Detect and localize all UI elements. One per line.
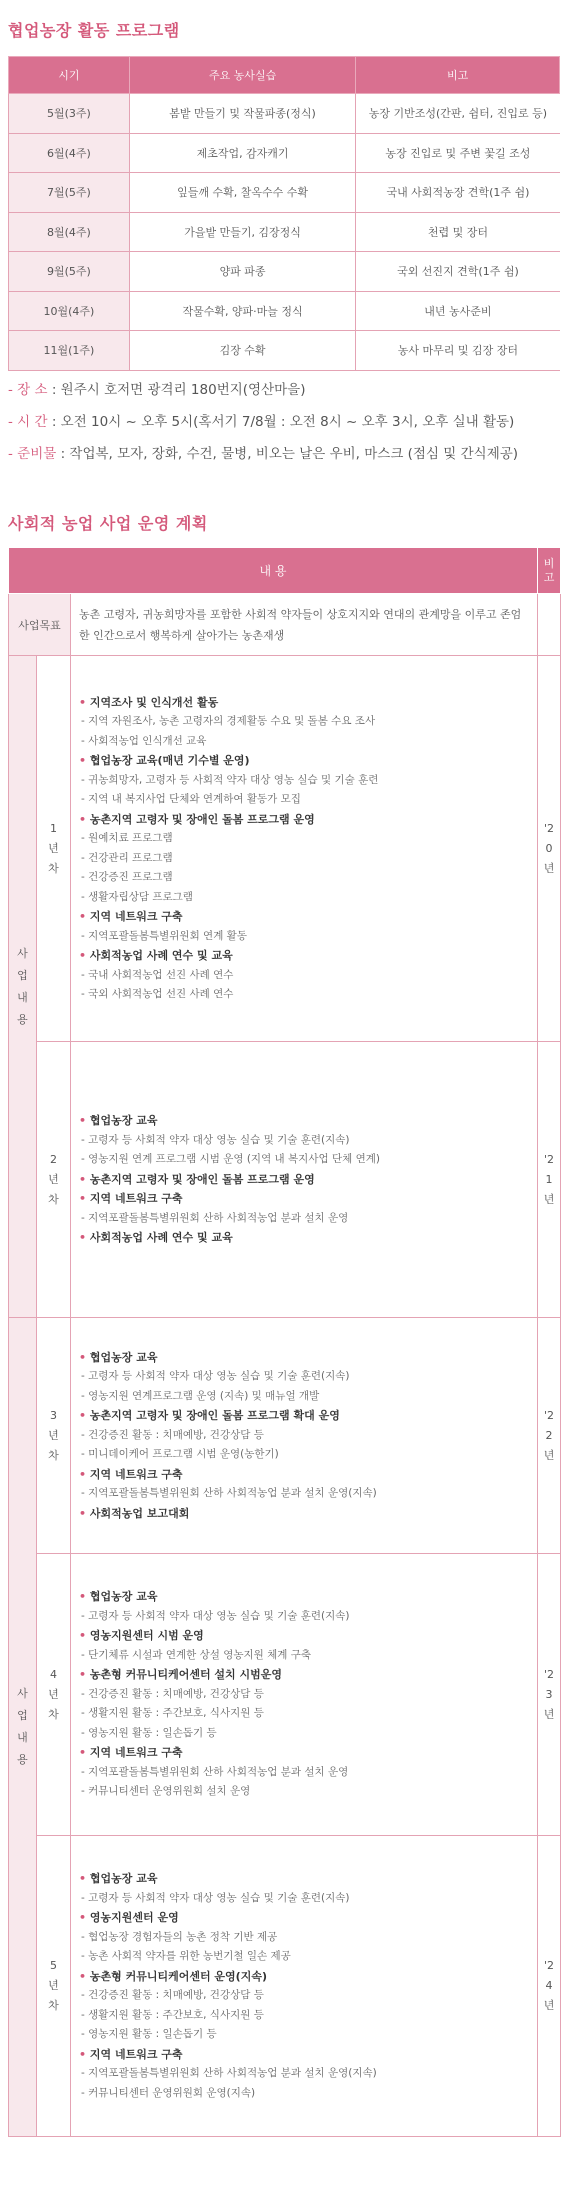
program-row xyxy=(9,133,560,173)
info-place-label: - 장 소 xyxy=(8,382,48,398)
goal-text: 농촌 고령자, 귀농희망자를 포함한 사회적 약자들이 상호지지와 연대의 관계망을 이루고 존엄한 인간으로서 행복하게 살아가는 농촌재생 xyxy=(71,594,538,656)
program-row xyxy=(9,173,560,213)
plan-item-heading: • 사회적농업 사례 연수 및 교육 xyxy=(79,1228,529,1248)
program-practice-cell: 양파 파종 xyxy=(129,252,356,292)
program-note-cell: 국내 사회적농장 견학(1주 쉼) xyxy=(356,173,560,213)
plan-item-heading: • 협업농장 교육 xyxy=(79,1111,529,1131)
plan-item-heading: • 협업농장 교육(매년 기수별 운영) xyxy=(79,751,529,771)
plan-item-detail: - 고령자 등 사회적 약자 대상 영농 실습 및 기술 훈련(지속) xyxy=(79,1131,529,1151)
header-note: 비고 xyxy=(356,57,560,94)
program-note-cell: 천렵 및 장터 xyxy=(356,212,560,252)
program-note-cell: 농장 기반조성(간판, 쉼터, 진입로 등) xyxy=(356,94,560,134)
year-row-2 xyxy=(9,1042,561,1318)
plan-item-detail: - 사회적농업 인식개선 교육 xyxy=(79,732,529,752)
plan-item-heading: • 농촌지역 고령자 및 장애인 돌봄 프로그램 운영 xyxy=(79,1170,529,1190)
plan-item-heading: • 지역 네트워크 구축 xyxy=(79,1465,529,1485)
goal-row xyxy=(9,594,561,656)
program-note-cell: 농사 마무리 및 김장 장터 xyxy=(356,331,560,371)
plan-item-detail: - 건강증진 활동 : 치매예방, 건강상담 등 xyxy=(79,1685,529,1705)
program-title: 협업농장 활동 프로그램 xyxy=(8,21,180,40)
plan-item-detail: - 건강증진 프로그램 xyxy=(79,868,529,888)
program-note-cell: 국외 선진지 견학(1주 쉼) xyxy=(356,252,560,292)
program-row xyxy=(9,331,560,371)
year-row-5 xyxy=(9,1836,561,2137)
plan-item-detail: - 지역포괄돌봄특별위원회 산하 사회적농업 분과 설치 운영(지속) xyxy=(79,1484,529,1504)
program-period-cell: 7월(5주) xyxy=(9,173,130,213)
program-row xyxy=(9,291,560,331)
info-time-label: - 시 간 xyxy=(8,414,48,430)
plan-item-detail: - 고령자 등 사회적 약자 대상 영농 실습 및 기술 훈련(지속) xyxy=(79,1889,529,1909)
plan-item-heading: • 농촌형 커뮤니티케어센터 운영(지속) xyxy=(79,1967,529,1987)
program-note-cell: 내년 농사준비 xyxy=(356,291,560,331)
plan-item-detail: - 건강관리 프로그램 xyxy=(79,849,529,869)
side-label-top: 사업내용 xyxy=(9,656,37,1318)
plan-item-heading: • 사회적농업 보고대회 xyxy=(79,1504,529,1524)
plan-item-detail: - 미니데이케어 프로그램 시범 운영(농한기) xyxy=(79,1445,529,1465)
info-supplies xyxy=(8,442,518,462)
plan-item-detail: - 고령자 등 사회적 약자 대상 영농 실습 및 기술 훈련(지속) xyxy=(79,1367,529,1387)
plan-item-heading: • 협업농장 교육 xyxy=(79,1348,529,1368)
plan-title: 사회적 농업 사업 운영 계획 xyxy=(8,514,208,533)
program-period-cell: 11월(1주) xyxy=(9,331,130,371)
goal-note xyxy=(538,594,561,656)
plan-item-detail: - 국내 사회적농업 선진 사례 연수 xyxy=(79,966,529,986)
program-period-cell: 6월(4주) xyxy=(9,133,130,173)
program-period-cell: 10월(4주) xyxy=(9,291,130,331)
year-content-3 xyxy=(71,1318,538,1554)
plan-table xyxy=(8,547,561,2137)
year-label-3: 3년차 xyxy=(37,1318,71,1554)
plan-item-detail: - 농촌 사회적 약자를 위한 농번기철 일손 제공 xyxy=(79,1947,529,1967)
program-practice-cell: 봄밭 만들기 및 작물파종(정식) xyxy=(129,94,356,134)
program-table-header xyxy=(9,57,560,94)
year-label-5: 5년차 xyxy=(37,1836,71,2137)
plan-item-detail: - 지역포괄돌봄특별위원회 산하 사회적농업 분과 설치 운영(지속) xyxy=(79,2064,529,2084)
plan-item-detail: - 영농지원 활동 : 일손돕기 등 xyxy=(79,1724,529,1744)
plan-item-heading: • 농촌지역 고령자 및 장애인 돌봄 프로그램 운영 xyxy=(79,810,529,830)
program-table xyxy=(8,56,560,371)
plan-item-detail: - 지역포괄돌봄특별위원회 산하 사회적농업 분과 설치 운영 xyxy=(79,1763,529,1783)
year-row-4 xyxy=(9,1554,561,1836)
plan-item-heading: • 지역 네트워크 구축 xyxy=(79,1189,529,1209)
info-supplies-label: - 준비물 xyxy=(8,446,57,462)
plan-item-detail: - 지역 자원조사, 농촌 고령자의 경제활동 수요 및 돌봄 수요 조사 xyxy=(79,712,529,732)
plan-item-detail: - 고령자 등 사회적 약자 대상 영농 실습 및 기술 훈련(지속) xyxy=(79,1607,529,1627)
plan-item-detail: - 건강증진 활동 : 치매예방, 건강상담 등 xyxy=(79,1986,529,2006)
plan-item-detail: - 원예치료 프로그램 xyxy=(79,829,529,849)
info-time xyxy=(8,410,514,430)
plan-item-detail: - 커뮤니티센터 운영위원회 운영(지속) xyxy=(79,2084,529,2104)
plan-item-heading: • 지역 네트워크 구축 xyxy=(79,1743,529,1763)
year-content-1 xyxy=(71,656,538,1042)
header-period: 시기 xyxy=(9,57,130,94)
plan-item-detail: - 생활자립상담 프로그램 xyxy=(79,888,529,908)
header-content: 내 용 xyxy=(9,548,538,594)
plan-item-detail: - 지역포괄돌봄특별위원회 연계 활동 xyxy=(79,927,529,947)
plan-item-detail: - 생활지원 활동 : 주간보호, 식사지원 등 xyxy=(79,2006,529,2026)
plan-item-heading: • 지역 네트워크 구축 xyxy=(79,907,529,927)
info-place-text: : 원주시 호저면 광격리 180번지(영산마을) xyxy=(47,382,306,398)
year-label-1: 1년차 xyxy=(37,656,71,1042)
program-note-cell: 농장 진입로 및 주변 꽃길 조성 xyxy=(356,133,560,173)
plan-item-detail: - 영농지원 연계 프로그램 시범 운영 (지역 내 복지사업 단체 연계) xyxy=(79,1150,529,1170)
plan-item-heading: • 영농지원센터 시범 운영 xyxy=(79,1626,529,1646)
year-note-5: '24년 xyxy=(538,1836,561,2137)
side-label-bottom: 사업내용 xyxy=(9,1318,37,2137)
plan-item-detail: - 건강증진 활동 : 치매예방, 건강상담 등 xyxy=(79,1426,529,1446)
program-practice-cell: 제초작업, 감자캐기 xyxy=(129,133,356,173)
header-practice: 주요 농사실습 xyxy=(129,57,356,94)
year-row-3 xyxy=(9,1318,561,1554)
program-period-cell: 8월(4주) xyxy=(9,212,130,252)
plan-item-detail: - 생활지원 활동 : 주간보호, 식사지원 등 xyxy=(79,1704,529,1724)
plan-item-heading: • 농촌지역 고령자 및 장애인 돌봄 프로그램 확대 운영 xyxy=(79,1406,529,1426)
plan-item-detail: - 국외 사회적농업 선진 사례 연수 xyxy=(79,985,529,1005)
info-place xyxy=(8,378,305,398)
year-content-5 xyxy=(71,1836,538,2137)
program-practice-cell: 가을밭 만들기, 김장정식 xyxy=(129,212,356,252)
program-practice-cell: 잎들깨 수확, 찰옥수수 수확 xyxy=(129,173,356,213)
year-note-4: '23년 xyxy=(538,1554,561,1836)
year-content-2 xyxy=(71,1042,538,1318)
plan-item-heading: • 농촌형 커뮤니티케어센터 설치 시범운영 xyxy=(79,1665,529,1685)
year-note-2: '21년 xyxy=(538,1042,561,1318)
plan-item-detail: - 영농지원 연계프로그램 운영 (지속) 및 매뉴얼 개발 xyxy=(79,1387,529,1407)
plan-item-detail: - 지역 내 복지사업 단체와 연계하여 활동가 모집 xyxy=(79,790,529,810)
year-label-4: 4년차 xyxy=(37,1554,71,1836)
info-time-text: : 오전 10시 ~ 오후 5시(혹서기 7/8월 : 오전 8시 ~ 오후 3시, 오후 실내 활동) xyxy=(47,414,515,430)
goal-label: 사업목표 xyxy=(9,594,71,656)
plan-item-heading: • 지역조사 및 인식개선 활동 xyxy=(79,693,529,713)
plan-item-heading: • 협업농장 교육 xyxy=(79,1587,529,1607)
year-row-1 xyxy=(9,656,561,1042)
plan-item-detail: - 영농지원 활동 : 일손돕기 등 xyxy=(79,2025,529,2045)
program-row xyxy=(9,212,560,252)
year-label-2: 2년차 xyxy=(37,1042,71,1318)
info-supplies-text: : 작업복, 모자, 장화, 수건, 물병, 비오는 날은 우비, 마스크 (점심 및 간식제공) xyxy=(56,446,519,462)
plan-item-heading: • 영농지원센터 운영 xyxy=(79,1908,529,1928)
plan-item-detail: - 커뮤니티센터 운영위원회 설치 운영 xyxy=(79,1782,529,1802)
year-note-1: '20년 xyxy=(538,656,561,1042)
program-practice-cell: 김장 수확 xyxy=(129,331,356,371)
year-note-3: '22년 xyxy=(538,1318,561,1554)
plan-item-heading: • 사회적농업 사례 연수 및 교육 xyxy=(79,946,529,966)
plan-item-heading: • 협업농장 교육 xyxy=(79,1869,529,1889)
program-row xyxy=(9,252,560,292)
program-row xyxy=(9,94,560,134)
program-period-cell: 9월(5주) xyxy=(9,252,130,292)
header-remark: 비고 xyxy=(538,548,561,594)
plan-table-header xyxy=(9,548,561,594)
year-content-4 xyxy=(71,1554,538,1836)
program-practice-cell: 작물수확, 양파·마늘 정식 xyxy=(129,291,356,331)
plan-item-heading: • 지역 네트워크 구축 xyxy=(79,2045,529,2065)
plan-item-detail: - 협업농장 경험자들의 농촌 정착 기반 제공 xyxy=(79,1928,529,1948)
plan-item-detail: - 귀농희망자, 고령자 등 사회적 약자 대상 영농 실습 및 기술 훈련 xyxy=(79,771,529,791)
plan-item-detail: - 지역포괄돌봄특별위원회 산하 사회적농업 분과 설치 운영 xyxy=(79,1209,529,1229)
plan-item-detail: - 단기체류 시설과 연계한 상설 영농지원 체계 구축 xyxy=(79,1646,529,1666)
program-period-cell: 5월(3주) xyxy=(9,94,130,134)
